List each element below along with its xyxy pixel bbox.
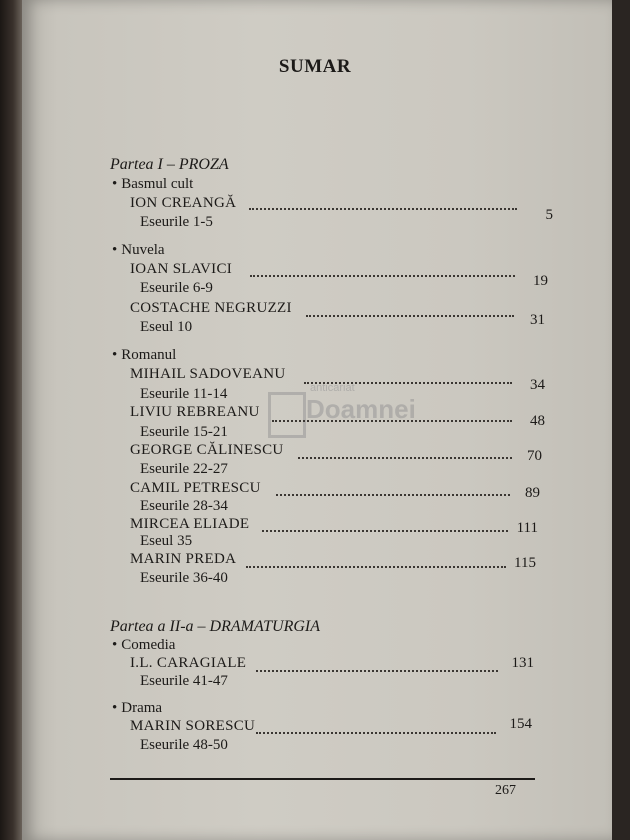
toc-author: MARIN SORESCU	[130, 718, 256, 734]
toc-author: MARIN PREDA	[130, 551, 237, 567]
toc-page-number: 70	[527, 448, 542, 464]
toc-page-number: 111	[516, 520, 538, 536]
toc-author: ION CREANGĂ	[130, 195, 237, 211]
part-name: DRAMATURGIA	[209, 618, 321, 635]
footer-rule	[110, 778, 535, 780]
dot-leader	[262, 530, 508, 532]
part-heading-2	[110, 618, 320, 636]
part-dash: –	[197, 618, 206, 635]
toc-page-number: 31	[530, 312, 545, 328]
dot-leader	[298, 457, 512, 459]
toc-essays: Eseurile 48-50	[140, 737, 228, 753]
toc-essays: Eseurile 15-21	[140, 424, 228, 440]
part-label: Partea I	[110, 156, 163, 173]
toc-page-number: 34	[530, 377, 545, 393]
toc-author: IOAN SLAVICI	[130, 261, 233, 277]
section-heading: • Drama	[112, 700, 162, 717]
watermark-logo	[268, 382, 418, 442]
toc-page-number: 19	[533, 273, 548, 289]
toc-essays: Eseurile 41-47	[140, 673, 228, 689]
toc-essays: Eseurile 11-14	[140, 386, 228, 402]
dot-leader	[306, 315, 514, 317]
toc-essays: Eseurile 28-34	[140, 498, 228, 514]
part-name: PROZA	[178, 156, 229, 173]
part-heading-1	[110, 156, 229, 174]
dot-leader	[304, 382, 512, 384]
section-heading: • Romanul	[112, 347, 176, 364]
toc-author: GEORGE CĂLINESCU	[130, 442, 284, 458]
toc-essays: Eseurile 6-9	[140, 280, 213, 296]
toc-author: LIVIU REBREANU	[130, 404, 260, 420]
section-heading: • Nuvela	[112, 242, 165, 259]
toc-essays: Eseurile 36-40	[140, 570, 228, 586]
book-spine-shadow	[0, 0, 22, 840]
toc-author: CAMIL PETRESCU	[130, 480, 261, 496]
toc-author: COSTACHE NEGRUZZI	[130, 300, 292, 316]
dot-leader	[249, 208, 517, 210]
page-folio: 267	[495, 783, 516, 798]
dot-leader	[272, 420, 512, 422]
part-dash: –	[166, 156, 175, 173]
toc-page-number: 154	[509, 716, 532, 732]
toc-page-number: 89	[525, 485, 540, 501]
section-heading: • Comedia	[112, 637, 175, 654]
dot-leader	[256, 732, 496, 734]
toc-essays: Eseurile 22-27	[140, 461, 228, 477]
toc-page-number: 48	[530, 413, 545, 429]
toc-essays: Eseurile 1-5	[140, 214, 213, 230]
watermark-small-text: anticariat	[310, 382, 355, 394]
toc-author: I.L. CARAGIALE	[130, 655, 247, 671]
page-title: SUMAR	[278, 56, 352, 77]
section-heading: • Basmul cult	[112, 176, 193, 193]
toc-author: MIHAIL SADOVEANU	[130, 366, 286, 382]
dot-leader	[250, 275, 515, 277]
toc-essays: Eseul 35	[140, 533, 193, 549]
watermark-frame-icon	[268, 392, 306, 438]
toc-author: MIRCEA ELIADE	[130, 516, 250, 532]
dot-leader	[276, 494, 510, 496]
dot-leader	[256, 670, 498, 672]
toc-essays: Eseul 10	[140, 319, 193, 335]
dot-leader	[246, 566, 506, 568]
part-label: Partea a II-a	[110, 618, 194, 635]
toc-page-number: 131	[511, 655, 534, 671]
toc-page-number: 5	[545, 207, 553, 223]
watermark-big-text: Doamnei	[306, 394, 416, 424]
toc-page-number: 115	[514, 555, 536, 571]
